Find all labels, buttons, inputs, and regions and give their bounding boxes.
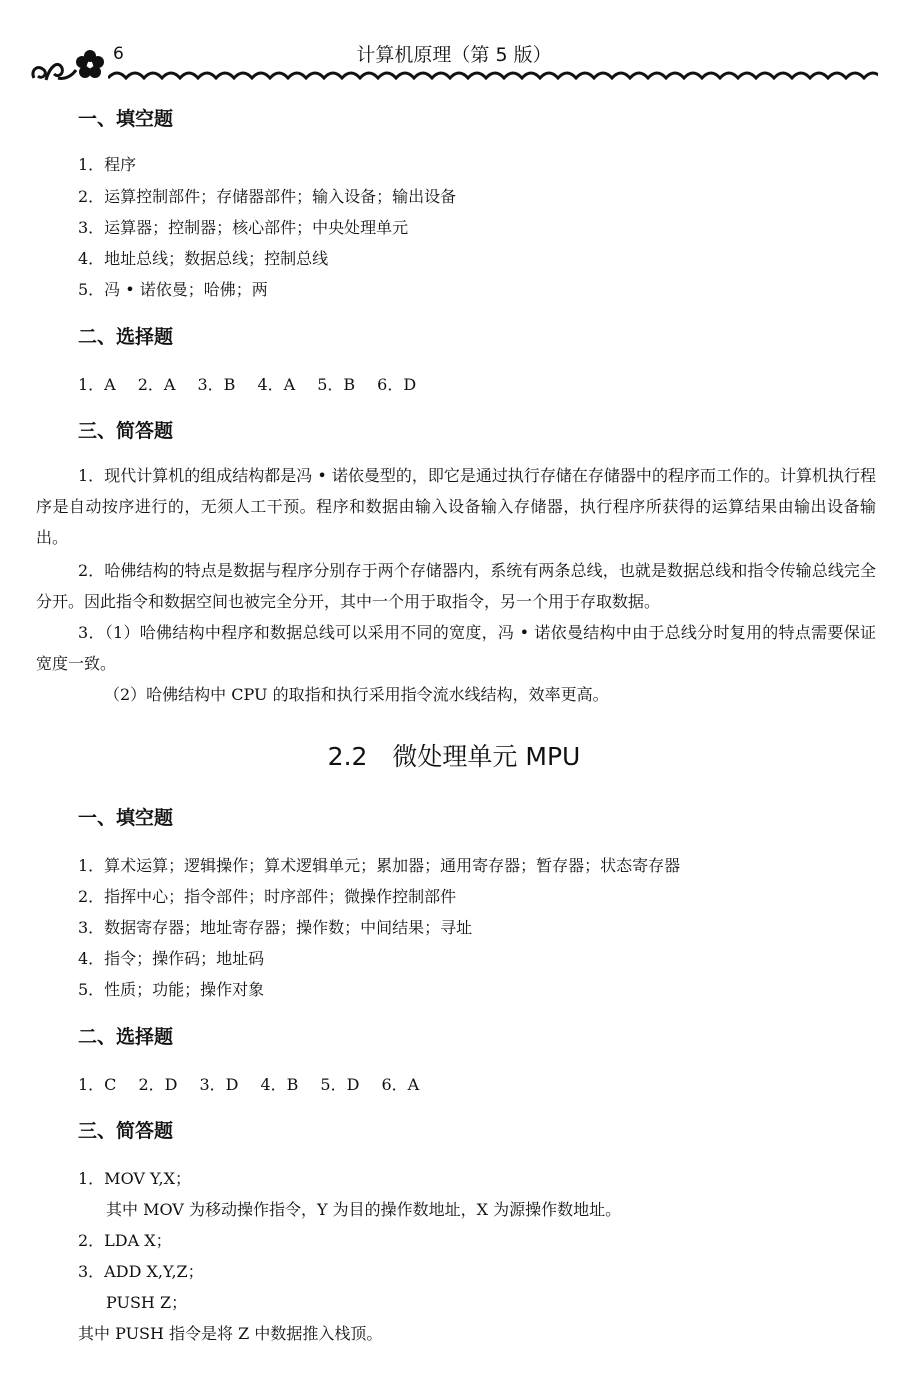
fill-answer: 3．数据寄存器；地址寄存器；操作数；中间结果；寻址 bbox=[78, 918, 473, 937]
decorative-wave-divider bbox=[108, 66, 878, 88]
short-answer-paragraph: 2．哈佛结构的特点是数据与程序分别存于两个存储器内，系统有两条总线，也就是数据总线和指令传输总线完全分开。因此指令和数据空间也被完全分开，其中一个用于取指令，另一个用于存取数据。 bbox=[36, 561, 876, 611]
fill-answer: 1．算术运算；逻辑操作；算术逻辑单元；累加器；通用寄存器；暂存器；状态寄存器 bbox=[78, 856, 681, 875]
choice-answer: 1．A bbox=[78, 375, 116, 394]
choice-answers bbox=[78, 1072, 441, 1095]
fill-answer: 5．冯 • 诺依曼；哈佛；两 bbox=[78, 280, 268, 299]
fill-answer: 3．运算器；控制器；核心部件；中央处理单元 bbox=[78, 218, 409, 237]
short-answer-paragraph: 3．（1）哈佛结构中程序和数据总线可以采用不同的宽度，冯 • 诺依曼结构中由于总线分时复用的特点需要保证宽度一致。 bbox=[36, 623, 876, 673]
short-answer-paragraph: （2）哈佛结构中 CPU 的取指和执行采用指令流水线结构，效率更高。 bbox=[104, 685, 609, 704]
choice-answer: 2．A bbox=[137, 375, 176, 394]
fill-in-heading: 一、填空题 bbox=[78, 807, 174, 829]
short-answer-line: 其中 PUSH 指令是将 Z 中数据推入栈顶。 bbox=[78, 1324, 383, 1343]
fill-answer: 5．性质；功能；操作对象 bbox=[78, 980, 265, 999]
choice-answer: 3．D bbox=[199, 1075, 239, 1094]
short-answer-line: 1．MOV Y,X； bbox=[78, 1169, 192, 1188]
short-answer-heading: 三、简答题 bbox=[78, 1120, 174, 1142]
short-answer-heading: 三、简答题 bbox=[78, 420, 174, 442]
choice-answer: 4．A bbox=[257, 375, 296, 394]
choice-heading: 二、选择题 bbox=[78, 1026, 174, 1048]
choice-answer: 1．C bbox=[78, 1075, 117, 1094]
fill-in-heading: 一、填空题 bbox=[78, 108, 174, 130]
choice-heading: 二、选择题 bbox=[78, 326, 174, 348]
section-title: 2.2 微处理单元 MPU bbox=[327, 742, 581, 771]
short-answer-line: 其中 MOV 为移动操作指令，Y 为目的操作数地址，X 为源操作数地址。 bbox=[106, 1200, 622, 1219]
choice-answer: 6．D bbox=[377, 375, 417, 394]
short-answer-paragraph: 1．现代计算机的组成结构都是冯 • 诺依曼型的，即它是通过执行存储在存储器中的程序而工作的。计算机执行程序是自动按序进行的，无须人工干预。程序和数据由输入设备输入存储器，执行程序所获得的运算结果由输出设备输出。 bbox=[36, 466, 876, 547]
choice-answer: 4．B bbox=[260, 1075, 299, 1094]
book-title: 计算机原理（第 5 版） bbox=[356, 44, 552, 66]
short-answer-line: PUSH Z； bbox=[106, 1293, 188, 1312]
choice-answer: 6．A bbox=[381, 1075, 420, 1094]
fill-answer: 2．指挥中心；指令部件；时序部件；微操作控制部件 bbox=[78, 887, 457, 906]
page-number: 6 bbox=[113, 44, 124, 64]
choice-answer: 2．D bbox=[138, 1075, 178, 1094]
fill-answer: 2．运算控制部件；存储器部件；输入设备；输出设备 bbox=[78, 187, 457, 206]
choice-answers bbox=[78, 372, 438, 395]
choice-answer: 3．B bbox=[197, 375, 236, 394]
choice-answer: 5．B bbox=[317, 375, 356, 394]
choice-answer: 5．D bbox=[320, 1075, 360, 1094]
fill-answer: 4．指令；操作码；地址码 bbox=[78, 949, 265, 968]
fill-answer: 1．程序 bbox=[78, 155, 137, 174]
short-answer-line: 2．LDA X； bbox=[78, 1231, 172, 1250]
fill-answer: 4．地址总线；数据总线；控制总线 bbox=[78, 249, 329, 268]
short-answer-line: 3．ADD X,Y,Z； bbox=[78, 1262, 204, 1281]
